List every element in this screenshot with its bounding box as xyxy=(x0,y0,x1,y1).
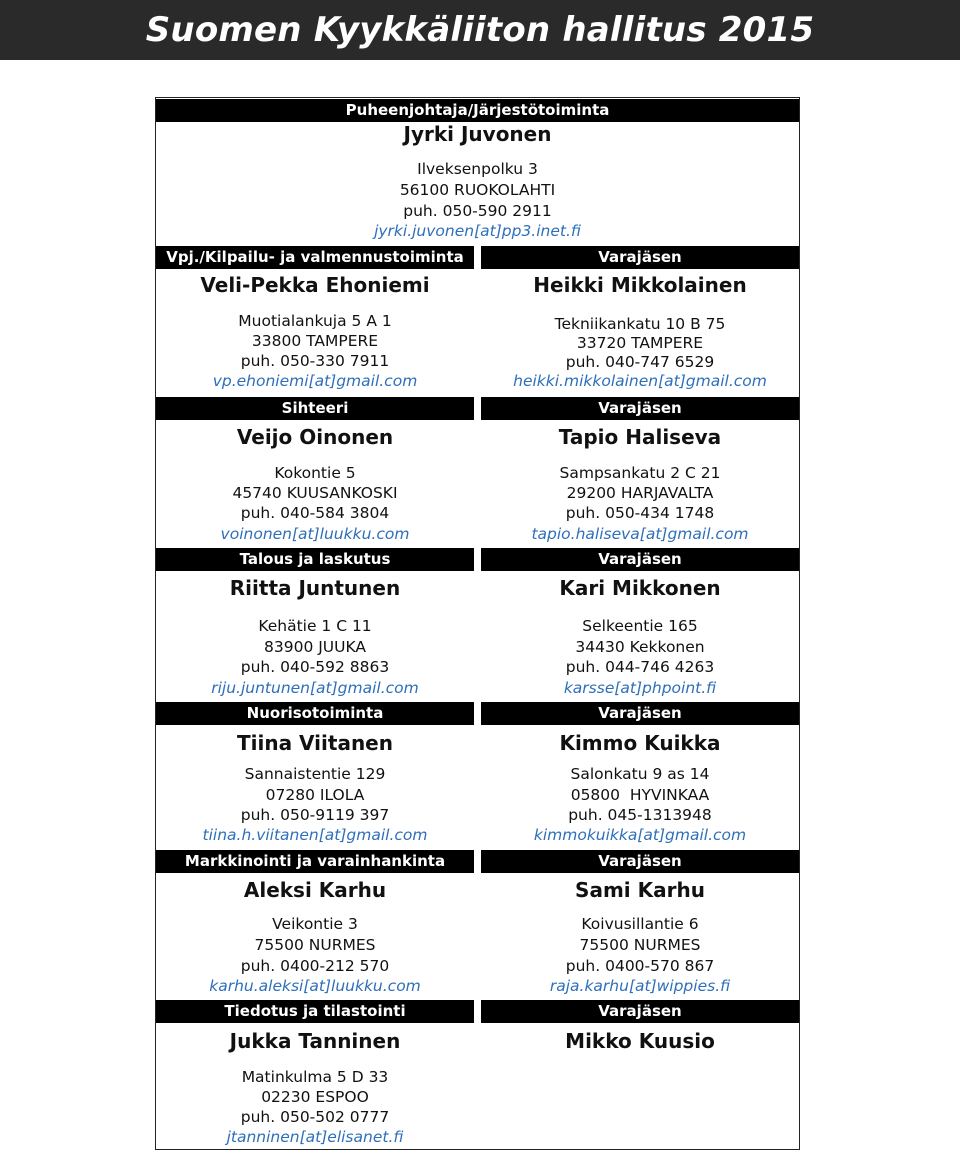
right-1-name: Tapio Haliseva xyxy=(558,425,722,449)
chairman-role-bar: Puheenjohtaja/Järjestötoiminta xyxy=(156,99,799,122)
left-5-email[interactable]: jtanninen[at]elisanet.fi xyxy=(226,1128,404,1146)
left-5-street: Matinkulma 5 D 33 xyxy=(241,1068,389,1086)
chairman-email[interactable]: jyrki.juvonen[at]pp3.inet.fi xyxy=(374,222,581,240)
right-3-name: Kimmo Kuikka xyxy=(559,731,721,755)
left-2-phone: puh. 040-592 8863 xyxy=(240,658,390,676)
chairman-phone: puh. 050-590 2911 xyxy=(403,202,552,220)
left-0-name: Veli-Pekka Ehoniemi xyxy=(200,273,430,297)
left-5-phone: puh. 050-502 0777 xyxy=(240,1108,390,1126)
left-5-name: Jukka Tanninen xyxy=(229,1029,401,1053)
left-1-name: Veijo Oinonen xyxy=(236,425,394,449)
page-title: Suomen Kyykkäliiton hallitus 2015 xyxy=(145,10,815,50)
right-3-city: 05800 HYVINKAA xyxy=(570,786,710,804)
left-4-street: Veikontie 3 xyxy=(272,915,358,933)
right-2-phone: puh. 044-746 4263 xyxy=(565,658,715,676)
right-4-name: Sami Karhu xyxy=(575,878,705,902)
right-0-street: Tekniikankatu 10 B 75 xyxy=(554,315,726,333)
right-4-role-bar: Varajäsen xyxy=(481,850,799,873)
left-2-email[interactable]: riju.juntunen[at]gmail.com xyxy=(211,679,419,697)
right-1-role-bar: Varajäsen xyxy=(481,397,799,420)
right-1-street: Sampsankatu 2 C 21 xyxy=(559,464,721,482)
left-1-phone: puh. 040-584 3804 xyxy=(240,504,390,522)
right-2-email[interactable]: karsse[at]phpoint.fi xyxy=(563,679,717,697)
right-5-role-bar: Varajäsen xyxy=(481,1000,799,1023)
left-3-email[interactable]: tiina.h.viitanen[at]gmail.com xyxy=(202,826,428,844)
left-1-city: 45740 KUUSANKOSKI xyxy=(232,484,398,502)
chairman-name: Jyrki Juvonen xyxy=(403,122,552,146)
right-0-email[interactable]: heikki.mikkolainen[at]gmail.com xyxy=(513,372,767,390)
left-0-city: 33800 TAMPERE xyxy=(251,332,379,350)
left-2-city: 83900 JUUKA xyxy=(264,638,366,656)
left-3-name: Tiina Viitanen xyxy=(237,731,393,755)
right-0-city: 33720 TAMPERE xyxy=(576,334,704,352)
right-2-street: Selkeentie 165 xyxy=(582,617,698,635)
title-bar xyxy=(0,0,960,60)
left-0-email[interactable]: vp.ehoniemi[at]gmail.com xyxy=(212,372,418,390)
left-1-email[interactable]: voinonen[at]luukku.com xyxy=(220,525,410,543)
left-4-phone: puh. 0400-212 570 xyxy=(240,957,390,975)
left-2-name: Riitta Juntunen xyxy=(229,576,401,600)
left-0-street: Muotialankuja 5 A 1 xyxy=(238,312,392,330)
right-4-phone: puh. 0400-570 867 xyxy=(565,957,715,975)
right-4-street: Koivusillantie 6 xyxy=(581,915,699,933)
right-2-city: 34430 Kekkonen xyxy=(575,638,705,656)
chairman-city: 56100 RUOKOLAHTI xyxy=(399,181,556,199)
left-4-email[interactable]: karhu.aleksi[at]luukku.com xyxy=(209,977,421,995)
right-0-name: Heikki Mikkolainen xyxy=(533,273,747,297)
left-0-role-bar: Vpj./Kilpailu- ja valmennustoiminta xyxy=(156,246,474,269)
left-2-role-bar: Talous ja laskutus xyxy=(156,548,474,571)
left-3-role-bar: Nuorisotoiminta xyxy=(156,702,474,725)
right-1-city: 29200 HARJAVALTA xyxy=(566,484,714,502)
left-4-role-bar: Markkinointi ja varainhankinta xyxy=(156,850,474,873)
right-0-role-bar: Varajäsen xyxy=(481,246,799,269)
chairman-street: Ilveksenpolku 3 xyxy=(417,160,538,178)
left-1-street: Kokontie 5 xyxy=(274,464,356,482)
left-0-phone: puh. 050-330 7911 xyxy=(240,352,390,370)
left-5-role-bar: Tiedotus ja tilastointi xyxy=(156,1000,474,1023)
right-4-city: 75500 NURMES xyxy=(579,936,701,954)
right-3-role-bar: Varajäsen xyxy=(481,702,799,725)
left-4-city: 75500 NURMES xyxy=(254,936,376,954)
right-2-role-bar: Varajäsen xyxy=(481,548,799,571)
left-3-phone: puh. 050-9119 397 xyxy=(240,806,390,824)
right-2-name: Kari Mikkonen xyxy=(559,576,721,600)
right-1-email[interactable]: tapio.haliseva[at]gmail.com xyxy=(531,525,749,543)
left-5-city: 02230 ESPOO xyxy=(261,1088,369,1106)
right-3-email[interactable]: kimmokuikka[at]gmail.com xyxy=(533,826,747,844)
left-2-street: Kehätie 1 C 11 xyxy=(258,617,372,635)
right-5-name: Mikko Kuusio xyxy=(565,1029,715,1053)
right-1-phone: puh. 050-434 1748 xyxy=(565,504,715,522)
left-3-city: 07280 ILOLA xyxy=(265,786,365,804)
left-3-street: Sannaistentie 129 xyxy=(244,765,386,783)
right-3-street: Salonkatu 9 as 14 xyxy=(570,765,710,783)
right-0-phone: puh. 040-747 6529 xyxy=(565,353,715,371)
left-4-name: Aleksi Karhu xyxy=(243,878,387,902)
left-1-role-bar: Sihteeri xyxy=(156,397,474,420)
right-3-phone: puh. 045-1313948 xyxy=(568,806,712,824)
right-4-email[interactable]: raja.karhu[at]wippies.fi xyxy=(549,977,731,995)
